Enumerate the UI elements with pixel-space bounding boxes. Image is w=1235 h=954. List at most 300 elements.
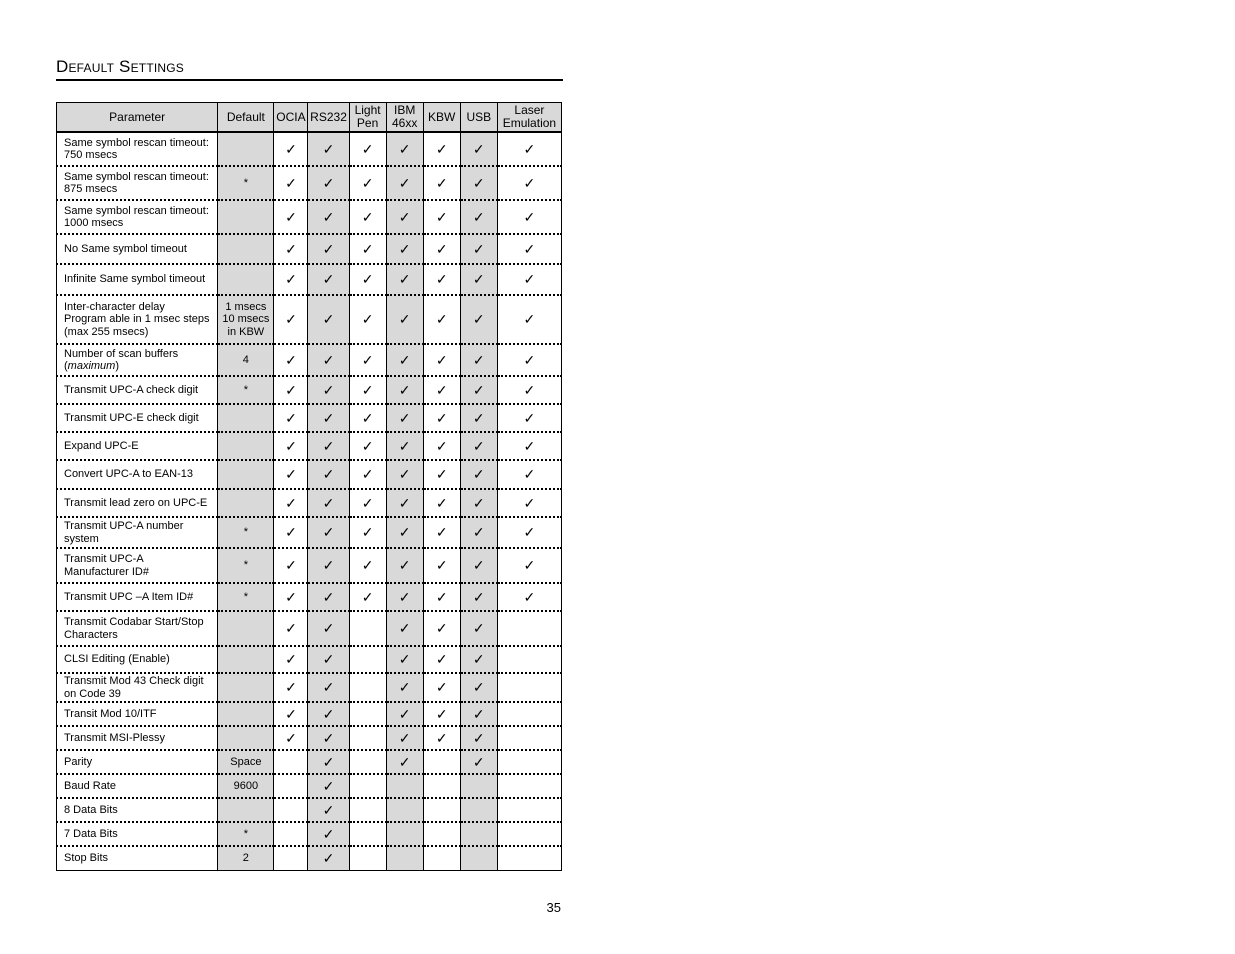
check-cell (386, 404, 423, 432)
parameter-cell: Convert UPC-A to EAN-13 (57, 460, 218, 489)
check-cell (386, 583, 423, 611)
check-mark-icon: ✓ (435, 381, 448, 398)
default-cell (218, 200, 274, 234)
check-cell (274, 489, 308, 517)
check-cell (423, 404, 460, 432)
check-mark-icon: ✓ (472, 437, 485, 454)
check-mark-icon: ✓ (523, 409, 536, 426)
check-cell (308, 376, 349, 404)
check-cell (274, 583, 308, 611)
column-header: KBW (423, 103, 460, 133)
check-mark-icon: ✓ (472, 494, 485, 511)
default-cell: Space (218, 750, 274, 774)
column-header: Parameter (57, 103, 218, 133)
check-mark-icon: ✓ (285, 140, 297, 157)
check-cell (349, 404, 386, 432)
check-cell (274, 264, 308, 295)
check-cell (460, 404, 497, 432)
check-cell (460, 200, 497, 234)
check-cell (460, 750, 497, 774)
check-cell (423, 264, 460, 295)
check-cell (349, 646, 386, 673)
check-mark-icon: ✓ (472, 208, 485, 225)
check-mark-icon: ✓ (523, 208, 536, 225)
parameter-cell: Parity (57, 750, 218, 774)
parameter-cell: Transit Mod 10/ITF (57, 702, 218, 726)
check-cell (497, 234, 561, 264)
check-cell (386, 517, 423, 548)
check-cell (386, 234, 423, 264)
parameter-cell: Number of scan buffers (maximum) (57, 344, 218, 376)
check-cell (497, 774, 561, 798)
default-cell (218, 673, 274, 702)
column-header: Light Pen (349, 103, 386, 133)
table-row (57, 846, 562, 870)
check-cell (386, 489, 423, 517)
check-cell (349, 702, 386, 726)
default-cell (218, 132, 274, 166)
check-cell (460, 234, 497, 264)
check-cell (386, 822, 423, 846)
check-cell (308, 517, 349, 548)
check-mark-icon: ✓ (472, 174, 485, 191)
check-mark-icon: ✓ (285, 679, 297, 695)
check-mark-icon: ✓ (435, 729, 448, 746)
check-mark-icon: ✓ (398, 174, 411, 191)
check-cell (386, 798, 423, 822)
default-cell: * (218, 548, 274, 583)
check-cell (274, 822, 308, 846)
check-cell (349, 234, 386, 264)
check-cell (274, 200, 308, 234)
check-mark-icon: ✓ (285, 311, 297, 327)
check-cell (349, 822, 386, 846)
check-cell (308, 132, 349, 166)
check-cell (349, 132, 386, 166)
check-mark-icon: ✓ (361, 409, 374, 426)
check-cell (460, 774, 497, 798)
check-mark-icon: ✓ (523, 240, 536, 257)
check-mark-icon: ✓ (523, 437, 536, 454)
default-cell (218, 264, 274, 295)
check-mark-icon: ✓ (361, 466, 374, 482)
check-mark-icon: ✓ (322, 466, 335, 482)
check-cell (274, 548, 308, 583)
default-cell (218, 726, 274, 750)
table-row (57, 166, 562, 200)
table-row (57, 344, 562, 376)
default-cell (218, 798, 274, 822)
check-cell (274, 673, 308, 702)
check-cell (349, 460, 386, 489)
check-mark-icon: ✓ (398, 588, 411, 605)
check-cell (423, 432, 460, 460)
check-cell (423, 774, 460, 798)
parameter-cell: Transmit UPC-E check digit (57, 404, 218, 432)
default-cell: 2 (218, 846, 274, 870)
check-cell (274, 234, 308, 264)
check-mark-icon: ✓ (285, 524, 297, 540)
check-mark-icon: ✓ (285, 409, 297, 426)
check-mark-icon: ✓ (472, 524, 485, 540)
check-cell (386, 344, 423, 376)
check-mark-icon: ✓ (523, 271, 536, 287)
check-cell (308, 750, 349, 774)
check-mark-icon: ✓ (322, 524, 335, 540)
check-mark-icon: ✓ (435, 240, 448, 257)
parameter-cell: Transmit Mod 43 Check digit on Code 39 (57, 673, 218, 702)
check-cell (460, 344, 497, 376)
check-cell (274, 726, 308, 750)
check-cell (349, 774, 386, 798)
check-mark-icon: ✓ (398, 494, 411, 511)
check-mark-icon: ✓ (472, 240, 485, 257)
check-mark-icon: ✓ (361, 588, 374, 605)
parameter-cell: Transmit Codabar Start/Stop Characters (57, 611, 218, 646)
check-cell (460, 846, 497, 870)
check-cell (497, 583, 561, 611)
check-cell (274, 132, 308, 166)
check-mark-icon: ✓ (398, 140, 411, 157)
check-cell (460, 583, 497, 611)
check-cell (386, 702, 423, 726)
check-cell (497, 611, 561, 646)
check-mark-icon: ✓ (472, 466, 485, 482)
check-mark-icon: ✓ (523, 524, 536, 540)
parameter-cell: Stop Bits (57, 846, 218, 870)
check-cell (308, 702, 349, 726)
check-mark-icon: ✓ (285, 437, 297, 454)
check-cell (497, 548, 561, 583)
check-cell (386, 673, 423, 702)
check-mark-icon: ✓ (435, 679, 448, 695)
check-mark-icon: ✓ (398, 679, 411, 695)
default-cell (218, 611, 274, 646)
check-mark-icon: ✓ (472, 620, 485, 636)
check-mark-icon: ✓ (435, 524, 448, 540)
check-cell (423, 489, 460, 517)
table-row (57, 376, 562, 404)
check-cell (460, 166, 497, 200)
column-header: Laser Emulation (497, 103, 561, 133)
check-cell (386, 295, 423, 344)
check-mark-icon: ✓ (398, 466, 411, 482)
check-cell (349, 200, 386, 234)
check-cell (460, 646, 497, 673)
check-mark-icon: ✓ (398, 705, 411, 722)
check-cell (349, 264, 386, 295)
check-cell (460, 702, 497, 726)
check-cell (497, 702, 561, 726)
parameter-cell: Same symbol rescan timeout: 1000 msecs (57, 200, 218, 234)
check-cell (308, 774, 349, 798)
check-cell (497, 517, 561, 548)
check-mark-icon: ✓ (398, 311, 411, 327)
table-row (57, 750, 562, 774)
check-cell (386, 611, 423, 646)
column-header: OCIA (274, 103, 308, 133)
check-cell (386, 646, 423, 673)
parameter-cell: Transmit MSI-Plessy (57, 726, 218, 750)
check-cell (308, 404, 349, 432)
check-mark-icon: ✓ (472, 753, 485, 770)
check-mark-icon: ✓ (361, 351, 374, 368)
check-mark-icon: ✓ (523, 351, 536, 368)
check-mark-icon: ✓ (435, 311, 448, 327)
check-mark-icon: ✓ (472, 409, 485, 426)
check-cell (423, 295, 460, 344)
parameter-cell: Infinite Same symbol timeout (57, 264, 218, 295)
check-mark-icon: ✓ (398, 651, 411, 667)
check-mark-icon: ✓ (435, 409, 448, 426)
check-mark-icon: ✓ (472, 729, 485, 746)
check-cell (349, 517, 386, 548)
check-mark-icon: ✓ (322, 409, 335, 426)
check-cell (308, 673, 349, 702)
table-row (57, 611, 562, 646)
check-mark-icon: ✓ (322, 620, 335, 636)
check-cell (497, 726, 561, 750)
check-cell (497, 166, 561, 200)
check-cell (423, 611, 460, 646)
table-header-row (57, 103, 562, 133)
check-mark-icon: ✓ (361, 240, 374, 257)
check-cell (423, 517, 460, 548)
default-cell (218, 404, 274, 432)
check-mark-icon: ✓ (435, 437, 448, 454)
check-cell (386, 432, 423, 460)
check-cell (349, 432, 386, 460)
default-cell: 1 msecs 10 msecs in KBW (218, 295, 274, 344)
check-mark-icon: ✓ (472, 705, 485, 722)
check-cell (349, 673, 386, 702)
check-cell (349, 750, 386, 774)
default-cell: 9600 (218, 774, 274, 798)
default-cell (218, 646, 274, 673)
check-mark-icon: ✓ (472, 351, 485, 368)
check-mark-icon: ✓ (322, 588, 335, 605)
check-cell (423, 822, 460, 846)
check-mark-icon: ✓ (361, 208, 374, 225)
check-mark-icon: ✓ (322, 801, 335, 818)
check-cell (308, 264, 349, 295)
default-cell: * (218, 517, 274, 548)
check-mark-icon: ✓ (285, 620, 297, 636)
parameter-cell: Transmit lead zero on UPC-E (57, 489, 218, 517)
parameter-cell: Inter-character delay Program able in 1 msec steps (max 255 msecs) (57, 295, 218, 344)
check-mark-icon: ✓ (361, 437, 374, 454)
check-cell (386, 726, 423, 750)
check-cell (497, 489, 561, 517)
check-cell (308, 646, 349, 673)
check-cell (460, 611, 497, 646)
check-cell (460, 489, 497, 517)
parameter-cell: Expand UPC-E (57, 432, 218, 460)
check-cell (460, 132, 497, 166)
check-cell (423, 344, 460, 376)
check-cell (497, 798, 561, 822)
check-mark-icon: ✓ (435, 651, 448, 667)
check-mark-icon: ✓ (285, 494, 297, 511)
default-cell: 4 (218, 344, 274, 376)
check-mark-icon: ✓ (322, 174, 335, 191)
table-row (57, 646, 562, 673)
default-cell (218, 460, 274, 489)
check-cell (308, 822, 349, 846)
check-cell (497, 750, 561, 774)
check-cell (423, 200, 460, 234)
check-cell (386, 846, 423, 870)
check-cell (423, 132, 460, 166)
check-mark-icon: ✓ (472, 651, 485, 667)
check-mark-icon: ✓ (398, 729, 411, 746)
check-mark-icon: ✓ (285, 651, 297, 667)
check-mark-icon: ✓ (435, 705, 448, 722)
check-mark-icon: ✓ (472, 381, 485, 398)
table-row (57, 432, 562, 460)
check-cell (308, 166, 349, 200)
check-cell (460, 460, 497, 489)
check-cell (497, 460, 561, 489)
check-cell (308, 432, 349, 460)
default-cell: * (218, 376, 274, 404)
check-cell (460, 295, 497, 344)
check-cell (423, 548, 460, 583)
check-mark-icon: ✓ (361, 271, 374, 287)
check-mark-icon: ✓ (435, 494, 448, 511)
table-row (57, 200, 562, 234)
column-header: IBM 46xx (386, 103, 423, 133)
table-row (57, 234, 562, 264)
default-cell (218, 702, 274, 726)
check-mark-icon: ✓ (285, 466, 297, 482)
check-cell (274, 404, 308, 432)
check-cell (308, 846, 349, 870)
table-row (57, 702, 562, 726)
table-row (57, 822, 562, 846)
check-cell (423, 846, 460, 870)
check-cell (423, 702, 460, 726)
default-cell (218, 432, 274, 460)
check-mark-icon: ✓ (435, 351, 448, 368)
table-row (57, 460, 562, 489)
column-header: USB (460, 103, 497, 133)
check-mark-icon: ✓ (435, 620, 448, 636)
check-cell (349, 611, 386, 646)
check-cell (423, 376, 460, 404)
check-mark-icon: ✓ (322, 651, 335, 667)
check-cell (497, 376, 561, 404)
check-cell (308, 344, 349, 376)
check-cell (349, 798, 386, 822)
check-cell (460, 726, 497, 750)
check-cell (423, 583, 460, 611)
check-cell (497, 295, 561, 344)
check-cell (497, 344, 561, 376)
check-cell (308, 583, 349, 611)
check-mark-icon: ✓ (435, 557, 448, 573)
check-cell (308, 295, 349, 344)
check-cell (423, 460, 460, 489)
check-cell (308, 798, 349, 822)
check-mark-icon: ✓ (322, 271, 335, 287)
default-cell: * (218, 583, 274, 611)
check-mark-icon: ✓ (523, 466, 536, 482)
check-cell (497, 673, 561, 702)
parameter-cell: Transmit UPC-A number system (57, 517, 218, 548)
check-cell (349, 376, 386, 404)
check-cell (423, 166, 460, 200)
check-cell (349, 295, 386, 344)
check-mark-icon: ✓ (472, 140, 485, 157)
check-cell (460, 548, 497, 583)
check-mark-icon: ✓ (361, 140, 374, 157)
check-cell (274, 611, 308, 646)
check-cell (274, 646, 308, 673)
check-mark-icon: ✓ (285, 705, 297, 722)
check-mark-icon: ✓ (322, 705, 335, 722)
check-mark-icon: ✓ (322, 208, 335, 225)
table-row (57, 404, 562, 432)
table-row (57, 132, 562, 166)
check-mark-icon: ✓ (398, 620, 411, 636)
check-cell (386, 750, 423, 774)
check-cell (349, 726, 386, 750)
check-cell (274, 295, 308, 344)
check-cell (274, 376, 308, 404)
check-mark-icon: ✓ (435, 588, 448, 605)
check-mark-icon: ✓ (398, 437, 411, 454)
check-cell (460, 822, 497, 846)
check-cell (423, 750, 460, 774)
check-cell (349, 344, 386, 376)
table-row (57, 583, 562, 611)
check-mark-icon: ✓ (285, 271, 297, 287)
check-mark-icon: ✓ (361, 557, 374, 573)
check-cell (460, 264, 497, 295)
check-mark-icon: ✓ (285, 557, 297, 573)
parameter-cell: Same symbol rescan timeout: 875 msecs (57, 166, 218, 200)
check-cell (460, 673, 497, 702)
check-mark-icon: ✓ (285, 240, 297, 257)
check-mark-icon: ✓ (435, 208, 448, 225)
check-mark-icon: ✓ (398, 271, 411, 287)
check-mark-icon: ✓ (472, 679, 485, 695)
parameter-cell: 8 Data Bits (57, 798, 218, 822)
check-mark-icon: ✓ (322, 849, 335, 866)
check-cell (308, 234, 349, 264)
table-row (57, 295, 562, 344)
check-cell (386, 548, 423, 583)
check-cell (386, 376, 423, 404)
check-cell (349, 489, 386, 517)
check-mark-icon: ✓ (435, 466, 448, 482)
parameter-cell: Transmit UPC –A Item ID# (57, 583, 218, 611)
check-mark-icon: ✓ (523, 494, 536, 511)
parameter-cell: Transmit UPC-A Manufacturer ID# (57, 548, 218, 583)
check-cell (423, 726, 460, 750)
check-cell (386, 166, 423, 200)
check-mark-icon: ✓ (322, 679, 335, 695)
check-mark-icon: ✓ (398, 351, 411, 368)
check-cell (308, 489, 349, 517)
check-mark-icon: ✓ (322, 311, 335, 327)
check-cell (274, 517, 308, 548)
table-row (57, 548, 562, 583)
parameter-cell: CLSI Editing (Enable) (57, 646, 218, 673)
check-mark-icon: ✓ (523, 174, 536, 191)
check-cell (386, 460, 423, 489)
